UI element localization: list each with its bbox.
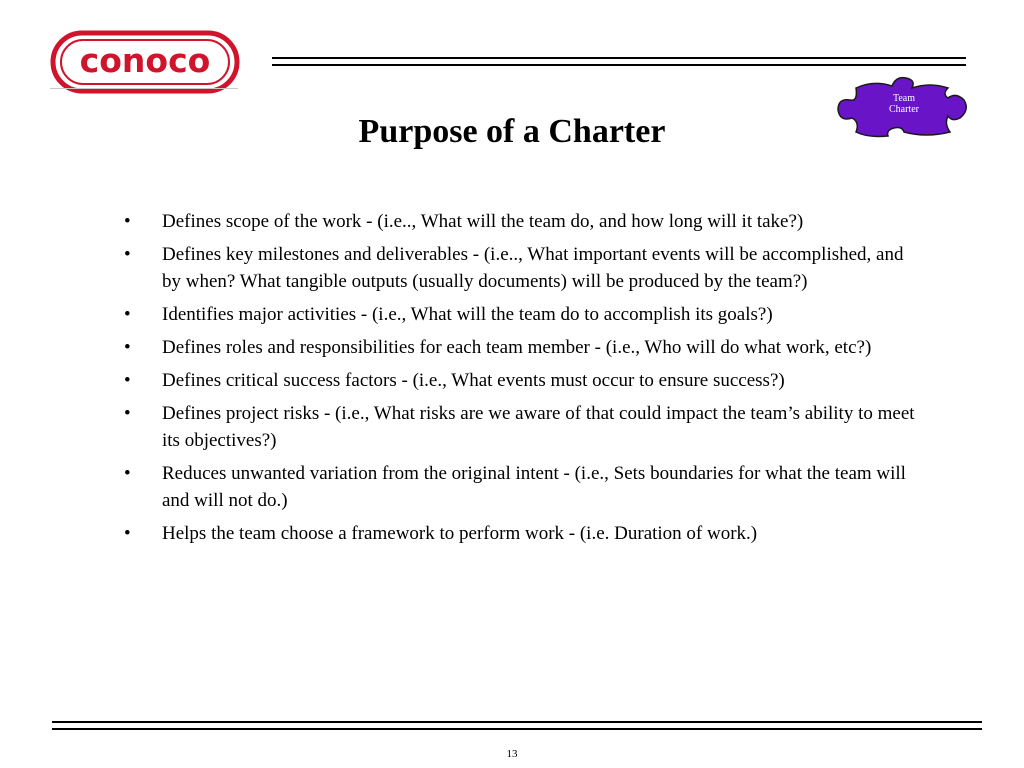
bullet-item: • Identifies major activities - (i.e., What will the team do to accomplish its goals?) — [120, 301, 920, 328]
bullet-item: • Defines critical success factors - (i.e., What events must occur to ensure success?) — [120, 367, 920, 394]
bullet-item: • Defines roles and responsibilities for each team member - (i.e., Who will do what work, etc?) — [120, 334, 920, 361]
bullet-item: • Defines project risks - (i.e., What risks are we aware of that could impact the team’s ability to meet its objectives?) — [120, 400, 920, 454]
header-rule — [272, 57, 966, 66]
bullet-item: • Defines key milestones and deliverables - (i.e.., What important events will be accomplished, and by when? What tangible outputs (usually documents) will be produced by the team?) — [120, 241, 920, 295]
bullet-item: • Helps the team choose a framework to perform work - (i.e. Duration of work.) — [120, 520, 920, 547]
bullet-item: • Reduces unwanted variation from the original intent - (i.e., Sets boundaries for what the team will and will not do.) — [120, 460, 920, 514]
page-number: 13 — [506, 748, 518, 760]
bullet-item: • Defines scope of the work - (i.e.., What will the team do, and how long will it take?) — [120, 208, 920, 235]
puzzle-label-line2: Charter — [889, 104, 919, 115]
puzzle-label — [872, 93, 936, 115]
footer-rule — [52, 721, 982, 730]
logo-text: conoco — [79, 41, 211, 80]
bullet-list — [120, 208, 920, 553]
conoco-logo — [50, 30, 240, 94]
puzzle-label-line1: Team — [892, 93, 916, 104]
logo-underline — [50, 88, 238, 89]
slide-title: Purpose of a Charter — [358, 113, 666, 150]
